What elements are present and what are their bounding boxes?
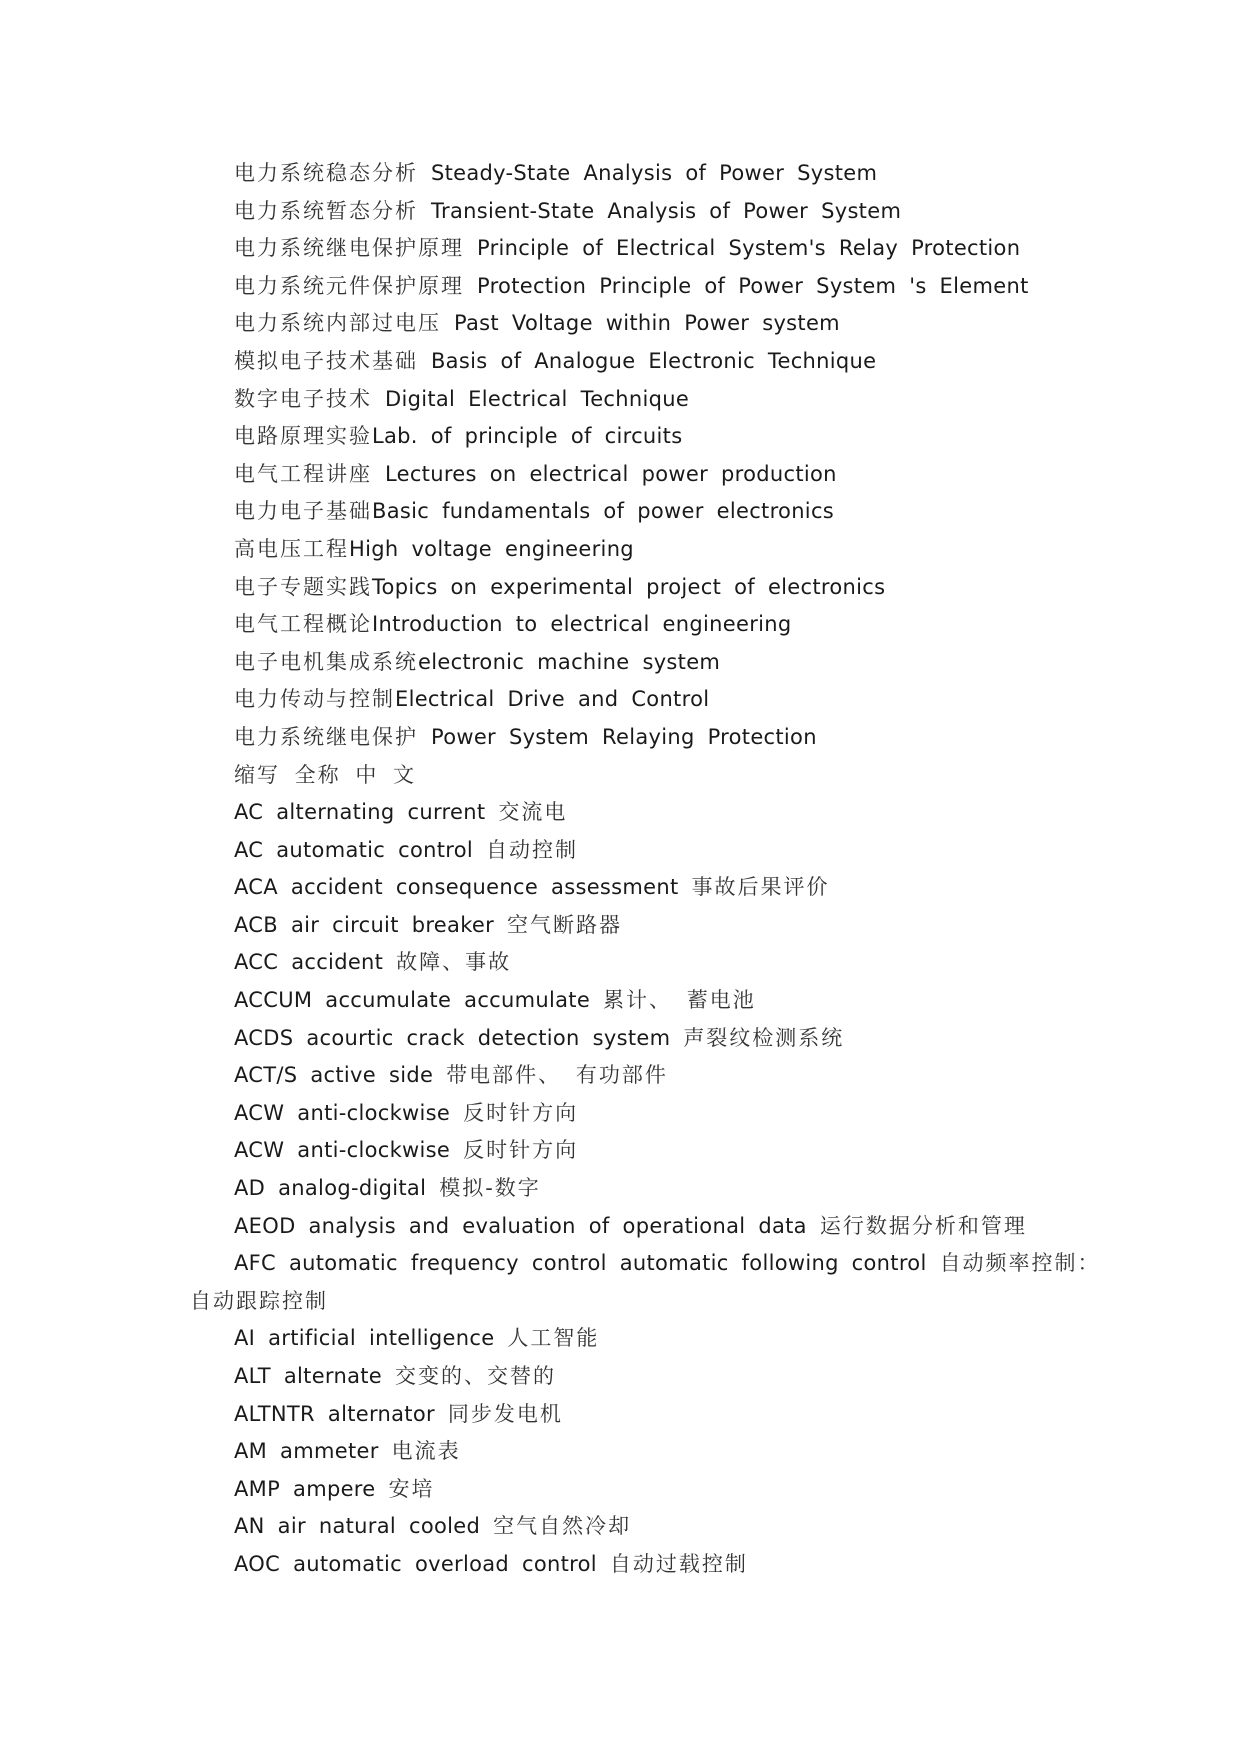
english-term: Lectures on electrical power production [372, 461, 837, 486]
chinese-term: 交变的、交替的 [395, 1364, 557, 1388]
chinese-term: 带电部件、 有功部件 [446, 1063, 668, 1088]
term-line [190, 1433, 1080, 1471]
term-line [190, 757, 1080, 795]
english-term: AI artificial intelligence [234, 1326, 508, 1351]
english-term: AEOD analysis and evaluation of operational data [234, 1213, 820, 1238]
term-line [190, 1057, 1080, 1095]
english-term: Topics on experimental project of electronics [372, 574, 886, 599]
english-term: ACT/S active side [234, 1063, 447, 1088]
english-term: Power System Relaying Protection [418, 724, 817, 749]
term-line [190, 155, 1080, 193]
chinese-term: 自动频率控制： [939, 1251, 1101, 1276]
english-term: AFC automatic frequency control automatic following control [234, 1251, 940, 1276]
chinese-term: 自动跟踪控制 [190, 1288, 328, 1313]
chinese-term: 电子电机集成系统 [234, 649, 418, 674]
term-line [190, 644, 1080, 682]
term-list [190, 155, 1101, 1584]
english-term: High voltage engineering [349, 536, 634, 561]
chinese-term: 电力系统继电保护 [234, 724, 418, 749]
term-line [190, 681, 1080, 719]
english-term: AMP ampere [234, 1476, 389, 1501]
english-term: ACCUM accumulate accumulate [234, 988, 604, 1013]
term-line [190, 606, 1080, 644]
chinese-term: 空气断路器 [507, 912, 623, 937]
term-line [190, 1508, 1080, 1546]
term-line [190, 1546, 1080, 1584]
chinese-term: 反时针方向 [463, 1138, 579, 1163]
english-term: electronic machine system [418, 649, 721, 674]
chinese-term: 电力系统元件保护原理 [234, 273, 464, 298]
english-term: Basic fundamentals of power electronics [372, 499, 835, 524]
chinese-term: 电子专题实践 [234, 574, 372, 599]
chinese-term: 电力系统继电保护原理 [234, 236, 464, 261]
chinese-term: 运行数据分析和管理 [819, 1213, 1027, 1238]
english-term: Lab. of principle of circuits [372, 424, 683, 449]
chinese-term: 事故后果评价 [691, 875, 830, 900]
english-term: AN air natural cooled [234, 1514, 494, 1539]
chinese-term: 累计、 蓄电池 [603, 988, 756, 1013]
chinese-term: 反时针方向 [463, 1100, 579, 1125]
english-term: AC automatic control [234, 837, 486, 862]
english-term: AOC automatic overload control [234, 1551, 610, 1576]
term-line [190, 832, 1080, 870]
term-line [190, 1132, 1080, 1170]
english-term: ACW anti-clockwise [234, 1138, 464, 1163]
term-line [190, 343, 1080, 381]
term-line [190, 456, 1080, 494]
english-term: Past Voltage within Power system [441, 311, 840, 336]
english-term: Transient-State Analysis of Power System [418, 198, 902, 223]
english-term: ACA accident consequence assessment [234, 875, 692, 900]
term-line [190, 193, 1080, 231]
term-line [190, 493, 1080, 531]
chinese-term: 故障、事故 [396, 950, 512, 975]
chinese-term: 电力电子基础 [234, 499, 372, 524]
chinese-term: 电力传动与控制 [234, 687, 395, 712]
english-term: ALT alternate [234, 1364, 396, 1388]
english-term: AM ammeter [234, 1439, 392, 1464]
chinese-term: 缩写 全称 中 文 [234, 762, 417, 787]
chinese-term: 同步发电机 [447, 1401, 563, 1426]
chinese-term: 电力系统稳态分析 [234, 161, 418, 185]
chinese-term: 空气自然冷却 [493, 1514, 632, 1539]
term-line [190, 1245, 1101, 1283]
term-line [190, 944, 1080, 982]
english-term: Protection Principle of Power System 's Element [464, 273, 1029, 298]
chinese-term: 交流电 [498, 800, 568, 825]
chinese-term: 电力系统内部过电压 [234, 311, 441, 336]
term-line [190, 907, 1080, 945]
chinese-term: 自动过载控制 [609, 1551, 748, 1576]
term-line [190, 1170, 1080, 1208]
chinese-term: 高电压工程 [234, 536, 349, 561]
english-term: AD analog-digital [234, 1176, 440, 1201]
term-line [190, 982, 1080, 1020]
term-line [190, 418, 1080, 456]
term-line [190, 1095, 1080, 1133]
chinese-term: 自动控制 [485, 837, 578, 862]
english-term: Basis of Analogue Electronic Technique [418, 348, 877, 373]
chinese-term: 人工智能 [507, 1326, 600, 1351]
english-term: Electrical Drive and Control [395, 687, 710, 712]
english-term: Steady-State Analysis of Power System [418, 161, 878, 185]
term-line [190, 1208, 1080, 1246]
chinese-term: 电力系统暂态分析 [234, 198, 418, 223]
term-line [190, 268, 1080, 306]
english-term: ACC accident [234, 950, 397, 975]
chinese-term: 声裂纹检测系统 [683, 1025, 845, 1050]
term-line [190, 794, 1080, 832]
chinese-term: 电路原理实验 [234, 424, 372, 449]
term-line [190, 1020, 1080, 1058]
chinese-term: 电流表 [391, 1439, 461, 1464]
term-line [190, 531, 1080, 569]
english-term: ALTNTR alternator [234, 1401, 448, 1426]
chinese-term: 电气工程讲座 [234, 461, 372, 486]
english-term: ACDS acourtic crack detection system [234, 1025, 684, 1050]
term-line [190, 569, 1080, 607]
term-line [190, 1471, 1080, 1509]
english-term: Introduction to electrical engineering [372, 612, 792, 637]
term-line [190, 230, 1080, 268]
term-line [190, 381, 1080, 419]
english-term: ACW anti-clockwise [234, 1100, 464, 1125]
english-term: AC alternating current [234, 800, 499, 825]
english-term: Principle of Electrical System's Relay Protection [464, 236, 1021, 261]
chinese-term: 模拟-数字 [439, 1176, 541, 1201]
english-term: Digital Electrical Technique [372, 386, 690, 411]
term-line [190, 869, 1080, 907]
term-line [190, 1320, 1080, 1358]
english-term: ACB air circuit breaker [234, 912, 508, 937]
chinese-term: 数字电子技术 [234, 386, 372, 411]
term-line [190, 1396, 1080, 1434]
chinese-term: 电气工程概论 [234, 612, 372, 637]
term-line [190, 1283, 1080, 1321]
chinese-term: 模拟电子技术基础 [234, 348, 418, 373]
term-line [190, 1358, 1080, 1396]
chinese-term: 安培 [388, 1476, 435, 1501]
term-line [190, 719, 1080, 757]
term-line [190, 305, 1080, 343]
